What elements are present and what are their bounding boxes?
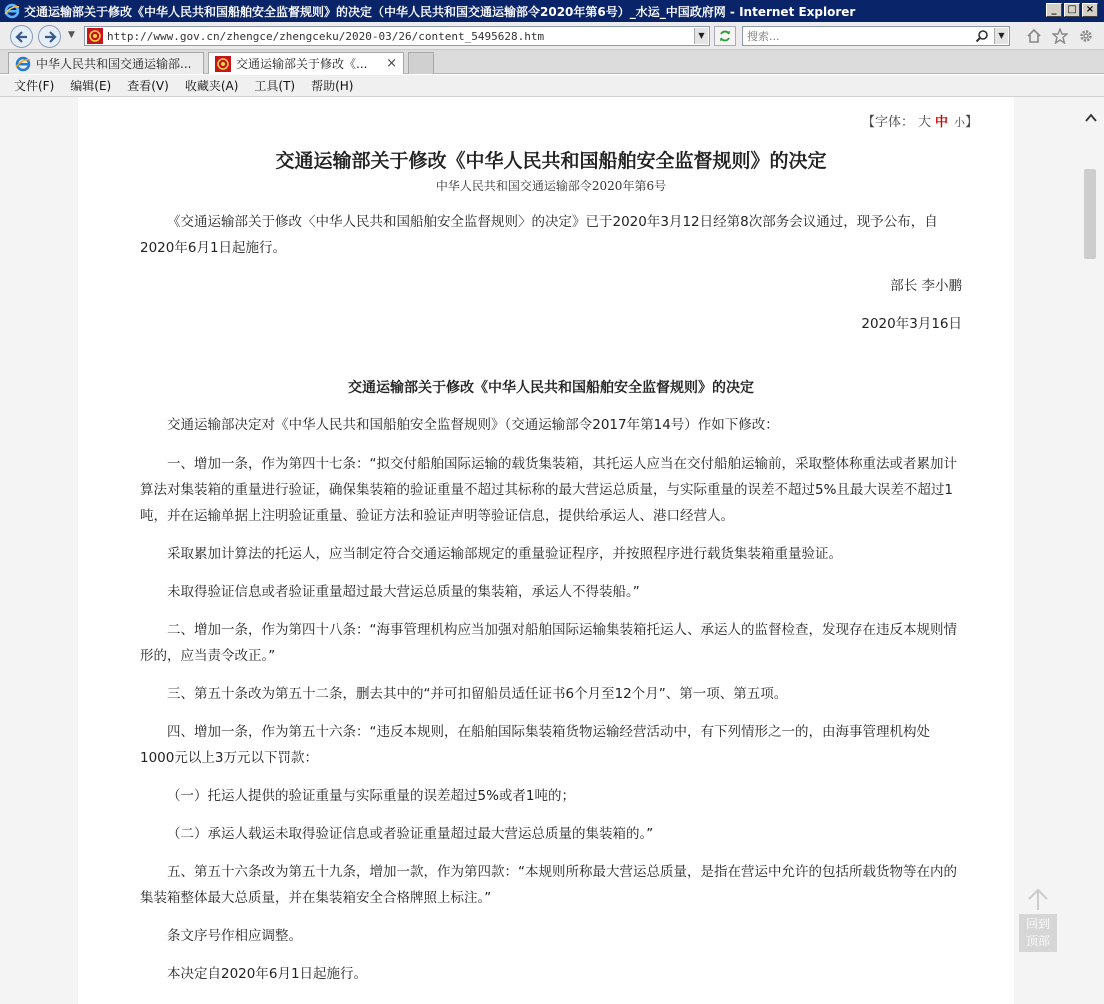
back-to-top-line2: 顶部 — [1025, 934, 1050, 948]
window-title: 交通运输部关于修改《中华人民共和国船舶安全监督规则》的决定（中华人民共和国交通运输部令2020年第6号）_水运_中国政府网 - Internet Explorer — [24, 4, 856, 19]
menu-favorites[interactable]: 收藏夹(A) — [184, 79, 239, 93]
font-size-suffix: 】 — [964, 115, 978, 130]
font-size-medium-link[interactable]: 中 — [934, 115, 948, 130]
gov-emblem-icon — [87, 28, 103, 44]
paragraph: 四、增加一条，作为第五十六条：“违反本规则，在船舶国际集装箱货物运输经营活动中，有下列情形之一的，由海事管理机构处1000元以上3万元以下罚款： — [140, 724, 930, 766]
address-dropdown-icon[interactable]: ▼ — [694, 28, 708, 44]
refresh-icon — [718, 29, 732, 43]
menu-view[interactable]: 查看(V) — [127, 79, 169, 93]
back-to-top-label — [1019, 914, 1057, 952]
search-dropdown-icon[interactable]: ▼ — [994, 28, 1008, 44]
url-text[interactable]: http://www.gov.cn/zhengce/zhengceku/2020-03/26/content_5495628.htm — [107, 29, 545, 43]
font-size-small-link[interactable]: 小 — [953, 116, 965, 129]
font-size-control — [862, 111, 978, 130]
tab-current-document[interactable] — [208, 52, 404, 74]
paragraph: 一、增加一条，作为第四十七条：“拟交付船舶国际运输的载货集装箱，其托运人应当在交付船舶运输前，采取整体称重法或者累加计算法对集装箱的重量进行验证，确保集装箱的验证重量不超过其标称的最大营运总质量，与实际重量的误差不超过5%且最大误差不超过1吨，并在运输单据上注明验证重量、验证方法和验证声明等验证信息，提供给承运人、港口经营人。 — [140, 456, 957, 524]
scroll-up-arrow-icon[interactable] — [1085, 113, 1097, 123]
vertical-scrollbar[interactable] — [1078, 97, 1104, 1004]
favorites-star-icon[interactable] — [1052, 28, 1068, 44]
internet-explorer-icon — [4, 3, 20, 19]
intro-paragraph: 《交通运输部关于修改〈中华人民共和国船舶安全监督规则〉的决定》已于2020年3月12日经第8次部务会议通过，现予公布，自2020年6月1日起施行。 — [140, 214, 938, 256]
close-tab-icon[interactable]: × — [386, 56, 397, 71]
history-dropdown-icon[interactable]: ▼ — [68, 30, 75, 40]
minimize-button[interactable]: _ — [1046, 3, 1062, 17]
tab-label: 中华人民共和国交通运输部... — [36, 57, 192, 71]
new-tab-button[interactable] — [408, 52, 434, 74]
settings-gear-icon[interactable] — [1078, 28, 1094, 44]
paragraph: 本决定自2020年6月1日起施行。 — [167, 966, 368, 982]
back-arrow-icon — [15, 30, 29, 44]
back-to-top-line1: 回到 — [1025, 917, 1050, 931]
paragraph: 交通运输部决定对《中华人民共和国船舶安全监督规则》（交通运输部令2017年第14号）作如下修改： — [167, 417, 779, 433]
scroll-thumb[interactable] — [1084, 169, 1096, 259]
navigation-bar — [0, 22, 1104, 50]
tab-mot[interactable] — [8, 52, 204, 74]
font-size-prefix: 【字体： — [861, 115, 914, 130]
document-subtitle: 中华人民共和国交通运输部令2020年第6号 — [435, 179, 667, 193]
paragraph: 三、第五十条改为第五十二条，删去其中的“并可扣留船员适任证书6个月至12个月”、第一项、第五项。 — [167, 686, 788, 702]
section-heading: 交通运输部关于修改《中华人民共和国船舶安全监督规则》的决定 — [348, 380, 754, 396]
window-controls — [1046, 3, 1098, 17]
signature: 部长 李小鹏 — [890, 278, 962, 294]
refresh-button[interactable] — [714, 26, 736, 46]
menu-file[interactable]: 文件(F) — [14, 79, 55, 93]
search-input[interactable] — [747, 28, 973, 44]
browser-toolbar-icons — [1026, 28, 1094, 44]
paragraph: 采取累加计算法的托运人，应当制定符合交通运输部规定的重量验证程序，并按照程序进行载货集装箱重量验证。 — [167, 546, 842, 562]
menu-bar — [0, 75, 1104, 97]
paragraph: 二、增加一条，作为第四十八条：“海事管理机构应当加强对船舶国际运输集装箱托运人、承运人的监督检查，发现存在违反本规则情形的，应当责令改正。” — [140, 622, 957, 664]
tab-strip — [0, 50, 1104, 74]
internet-explorer-icon — [15, 56, 31, 72]
home-icon[interactable] — [1026, 28, 1042, 44]
up-arrow-icon — [1027, 888, 1049, 912]
maximize-button[interactable]: □ — [1064, 3, 1080, 17]
menu-tools[interactable]: 工具(T) — [254, 79, 296, 93]
issue-date: 2020年3月16日 — [861, 316, 962, 332]
search-icon[interactable] — [975, 29, 989, 43]
paragraph: （二）承运人载运未取得验证信息或者验证重量超过最大营运总质量的集装箱的。” — [167, 826, 654, 842]
paragraph: 五、第五十六条改为第五十九条，增加一款，作为第四款：“本规则所称最大营运总质量，是指在营运中允许的包括所载货物等在内的集装箱整体最大总质量，并在集装箱安全合格牌照上标注。” — [140, 864, 957, 906]
back-to-top-button[interactable] — [1019, 886, 1057, 954]
paragraph: （一）托运人提供的验证重量与实际重量的误差超过5%或者1吨的； — [167, 788, 576, 804]
forward-button[interactable] — [38, 25, 61, 48]
back-button[interactable] — [10, 25, 33, 48]
document-title: 交通运输部关于修改《中华人民共和国船舶安全监督规则》的决定 — [275, 150, 827, 172]
address-bar[interactable] — [84, 26, 710, 46]
search-box[interactable] — [742, 26, 1010, 46]
font-size-large-link[interactable]: 大 — [917, 115, 931, 130]
close-window-button[interactable]: × — [1082, 3, 1098, 17]
menu-edit[interactable]: 编辑(E) — [70, 79, 112, 93]
menu-help[interactable]: 帮助(H) — [311, 79, 354, 93]
paragraph: 条文序号作相应调整。 — [167, 928, 302, 944]
gov-emblem-icon — [215, 56, 231, 72]
paragraph: 未取得验证信息或者验证重量超过最大营运总质量的集装箱，承运人不得装船。” — [167, 584, 640, 600]
window-title-bar — [0, 0, 1104, 22]
tab-label: 交通运输部关于修改《... — [236, 57, 368, 71]
forward-arrow-icon — [43, 30, 57, 44]
